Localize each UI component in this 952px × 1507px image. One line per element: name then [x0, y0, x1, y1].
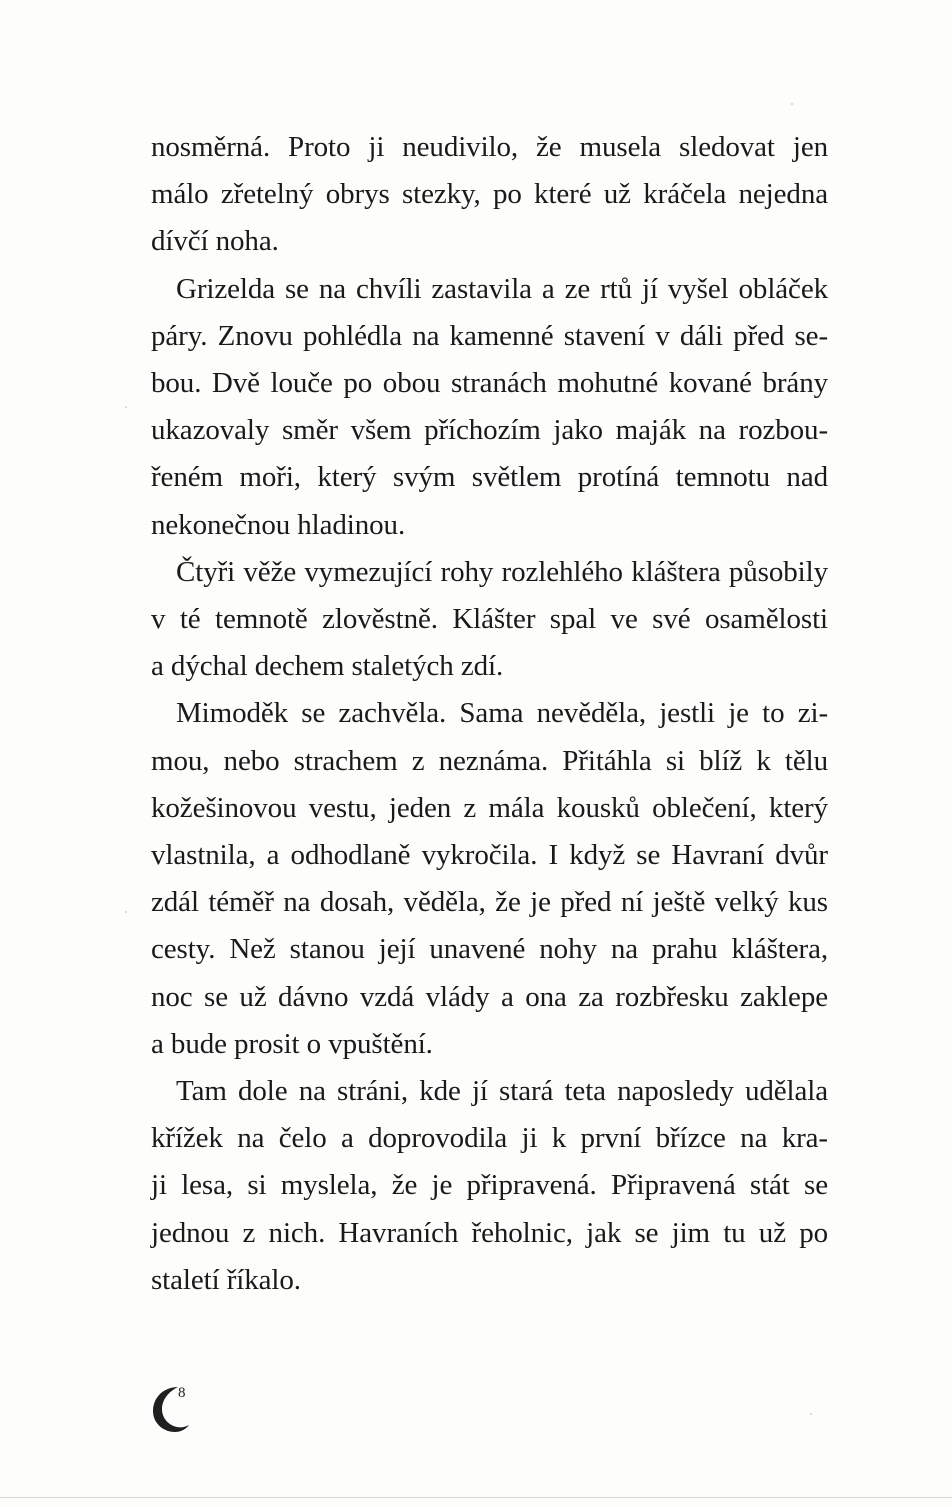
text-line: jednou z nich. Havraních řeholnic, jak se jim tu už po [151, 1216, 828, 1249]
text-line: řeném moři, který svým světlem protíná temnotu nad [151, 461, 828, 494]
text-line: mou, nebo strachem z neznáma. Přitáhla si blíž k tělu [151, 744, 828, 777]
text-line: bou. Dvě louče po obou stranách mohutné kované brány [151, 367, 828, 400]
paragraph-4 [151, 690, 828, 1068]
page-edge-line [0, 1497, 952, 1498]
text-line: nekonečnou hladinou. [151, 508, 406, 541]
text-line: Mimoděk se zachvěla. Sama nevěděla, jestli je to zi- [176, 697, 828, 730]
scan-speck [810, 1413, 812, 1415]
text-line: zdál téměř na dosah, věděla, že je před ní ještě velký kus [151, 886, 828, 919]
text-line: Grizelda se na chvíli zastavila a ze rtů jí vyšel obláček [176, 272, 828, 305]
paragraph-2 [151, 266, 828, 549]
paragraph-3 [151, 549, 828, 691]
text-line: a bude prosit o vpuštění. [151, 1027, 433, 1060]
paragraph-1 [151, 124, 828, 266]
scan-speck [791, 103, 793, 105]
text-line: vlastnila, a odhodlaně vykročila. I když se Havraní dvůr [151, 839, 828, 872]
text-line: noc se už dávno vzdá vlády a ona za rozbřesku zaklepe [151, 980, 828, 1013]
scan-speck [125, 406, 127, 408]
paragraph-5 [151, 1068, 828, 1304]
text-line: a dýchal dechem staletých zdí. [151, 650, 504, 683]
text-line: málo zřetelný obrys stezky, po které už kráčela nejedna [151, 178, 828, 211]
text-line: ji lesa, si myslela, že je připravená. Připravená stát se [151, 1169, 828, 1202]
crescent-moon-icon [148, 1383, 200, 1435]
body-text [151, 124, 828, 1304]
page-footer [148, 1383, 228, 1443]
text-line: staletí říkalo. [151, 1263, 301, 1296]
text-line: Čtyři věže vymezující rohy rozlehlého kláštera působily [176, 555, 828, 588]
text-line: kožešinovou vestu, jeden z mála kousků oblečení, který [151, 791, 828, 824]
text-line: Tam dole na stráni, kde jí stará teta naposledy udělala [176, 1075, 828, 1108]
text-line: křížek na čelo a doprovodila ji k první břízce na kra- [151, 1122, 828, 1155]
text-line: ukazovaly směr všem příchozím jako maják na rozbou- [151, 414, 828, 447]
page-number: 8 [178, 1385, 186, 1401]
text-line: dívčí noha. [151, 225, 279, 258]
text-line: v té temnotě zlověstně. Klášter spal ve své osamělosti [151, 603, 828, 636]
text-line: nosměrná. Proto ji neudivilo, že musela sledovat jen [151, 131, 828, 163]
scan-speck [125, 911, 127, 913]
text-line: cesty. Než stanou její unavené nohy na prahu kláštera, [151, 933, 828, 966]
text-line: páry. Znovu pohlédla na kamenné stavení v dáli před se- [151, 319, 828, 352]
